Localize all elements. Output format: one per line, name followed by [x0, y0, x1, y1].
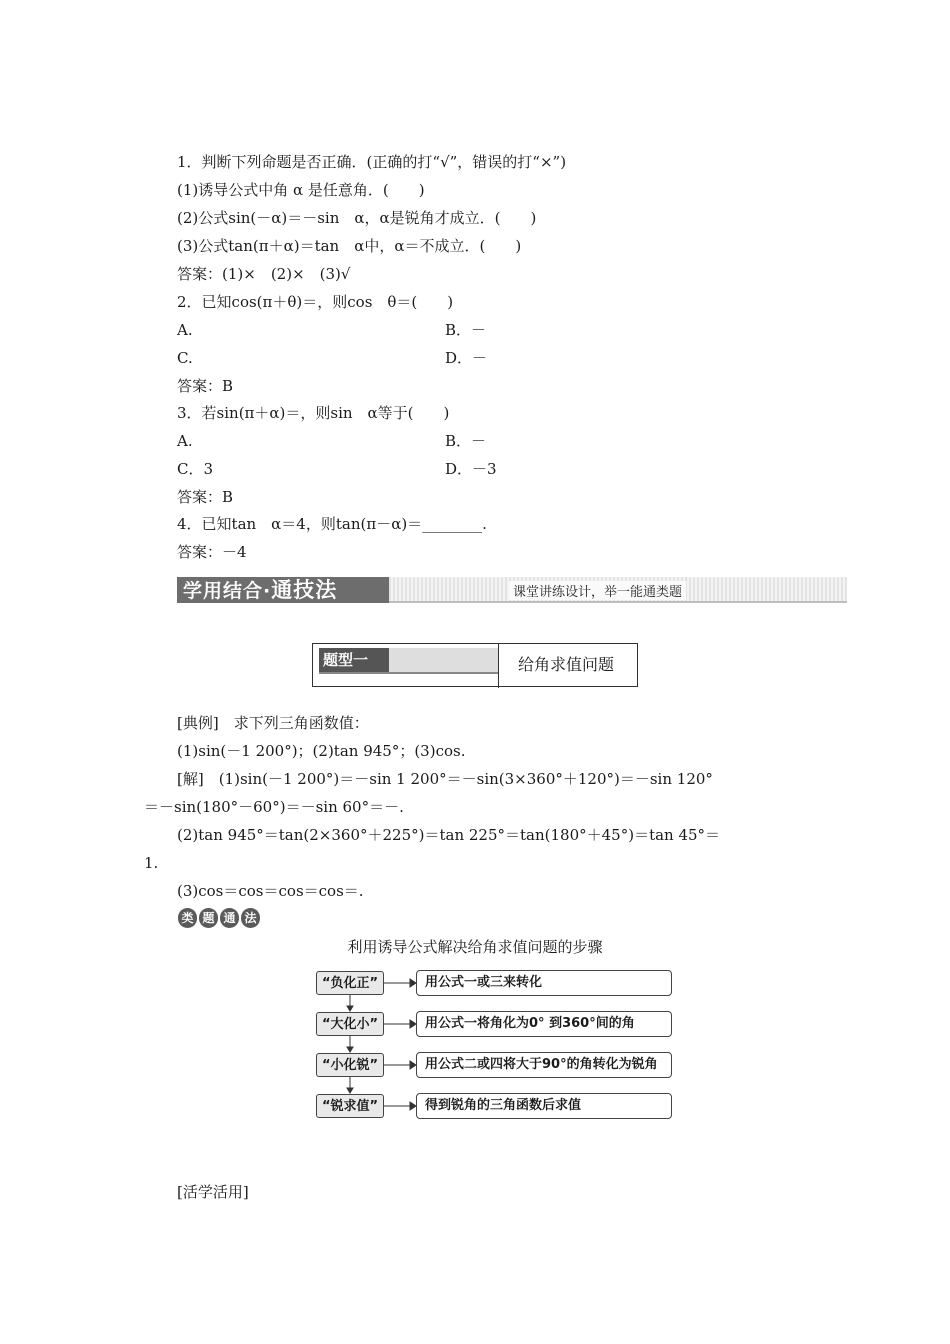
question-1-item-2: (2)公式sin(－α)＝－sin α，α是锐角才成立．( ) [177, 209, 537, 227]
flowchart-title: 利用诱导公式解决给角求值问题的步骤 [347, 938, 603, 956]
question-1-answer: 答案：(1)× (2)× (3)√ [177, 265, 351, 283]
flow-step-4-desc: 得到锐角的三角函数后求值 [416, 1093, 672, 1119]
flow-step-2-desc: 用公式一将角化为0° 到360°间的角 [416, 1011, 672, 1037]
question-3-option-b: B．－ [445, 432, 487, 450]
question-4-stem: 4．已知tan α＝4，则tan(π－α)＝________. [177, 515, 487, 533]
problem-type-box [312, 643, 638, 687]
flow-step-2-label: “大化小” [316, 1012, 384, 1036]
example-items: (1)sin(－1 200°)；(2)tan 945°；(3)cos. [177, 742, 466, 760]
question-1-item-3: (3)公式tan(π＋α)＝tan α中，α＝不成立．( ) [177, 237, 522, 255]
flow-step-3-desc: 用公式二或四将大于90°的角转化为锐角 [416, 1052, 672, 1078]
badge-char-1: 类 [178, 908, 197, 928]
example-heading: [典例] 求下列三角函数值： [177, 714, 369, 732]
problem-type-title: 给角求值问题 [518, 655, 615, 674]
badge-char-3: 通 [220, 908, 239, 928]
question-2-stem: 2．已知cos(π＋θ)＝，则cos θ＝( ) [177, 293, 454, 311]
section-banner [177, 575, 847, 605]
question-4-answer: 答案：－4 [177, 543, 247, 561]
flow-step-1-desc: 用公式一或三来转化 [416, 970, 672, 996]
question-2-option-c: C. [177, 349, 193, 367]
solution-line-4: 1. [144, 854, 159, 872]
solution-line-1: [解] (1)sin(－1 200°)＝－sin 1 200°＝－sin(3×360°＋120°)＝－sin 120° [177, 770, 713, 788]
question-1-stem: 1．判断下列命题是否正确．(正确的打“√”，错误的打“×”) [177, 153, 567, 171]
badge-char-4: 法 [241, 908, 260, 928]
practice-heading: [活学活用] [177, 1183, 249, 1201]
solution-line-2: ＝－sin(180°－60°)＝－sin 60°＝－. [144, 798, 404, 816]
problem-type-tag [319, 648, 499, 674]
banner-title-part-2: 通技法 [271, 578, 338, 602]
question-3-option-a: A. [177, 432, 193, 450]
method-badge [178, 908, 260, 930]
question-3-option-d: D．－3 [445, 460, 497, 478]
question-2-answer: 答案：B [177, 377, 234, 395]
problem-type-divider [498, 644, 499, 688]
question-2-option-d: D．－ [445, 349, 488, 367]
question-3-option-c: C．3 [177, 460, 214, 478]
solution-line-5: (3)cos＝cos＝cos＝cos＝. [177, 882, 364, 900]
question-1-item-1: (1)诱导公式中角 α 是任意角．( ) [177, 181, 425, 199]
badge-char-2: 题 [199, 908, 218, 928]
flow-step-4-label: “锐求值” [316, 1094, 384, 1118]
flow-step-3-label: “小化锐” [316, 1053, 384, 1077]
question-3-stem: 3．若sin(π＋α)＝，则sin α等于( ) [177, 404, 450, 422]
banner-subtitle: 课堂讲练设计，举一能通类题 [509, 581, 686, 600]
solution-line-3: (2)tan 945°＝tan(2×360°＋225°)＝tan 225°＝tan(180°＋45°)＝tan 45°＝ [177, 826, 721, 844]
banner-title [177, 577, 389, 603]
question-3-answer: 答案：B [177, 488, 234, 506]
problem-type-label: 题型一 [319, 648, 389, 672]
question-2-option-a: A. [177, 321, 193, 339]
flow-step-1-label: “负化正” [316, 971, 384, 995]
banner-title-part-1: 学用结合· [183, 580, 272, 602]
question-2-option-b: B．－ [445, 321, 487, 339]
